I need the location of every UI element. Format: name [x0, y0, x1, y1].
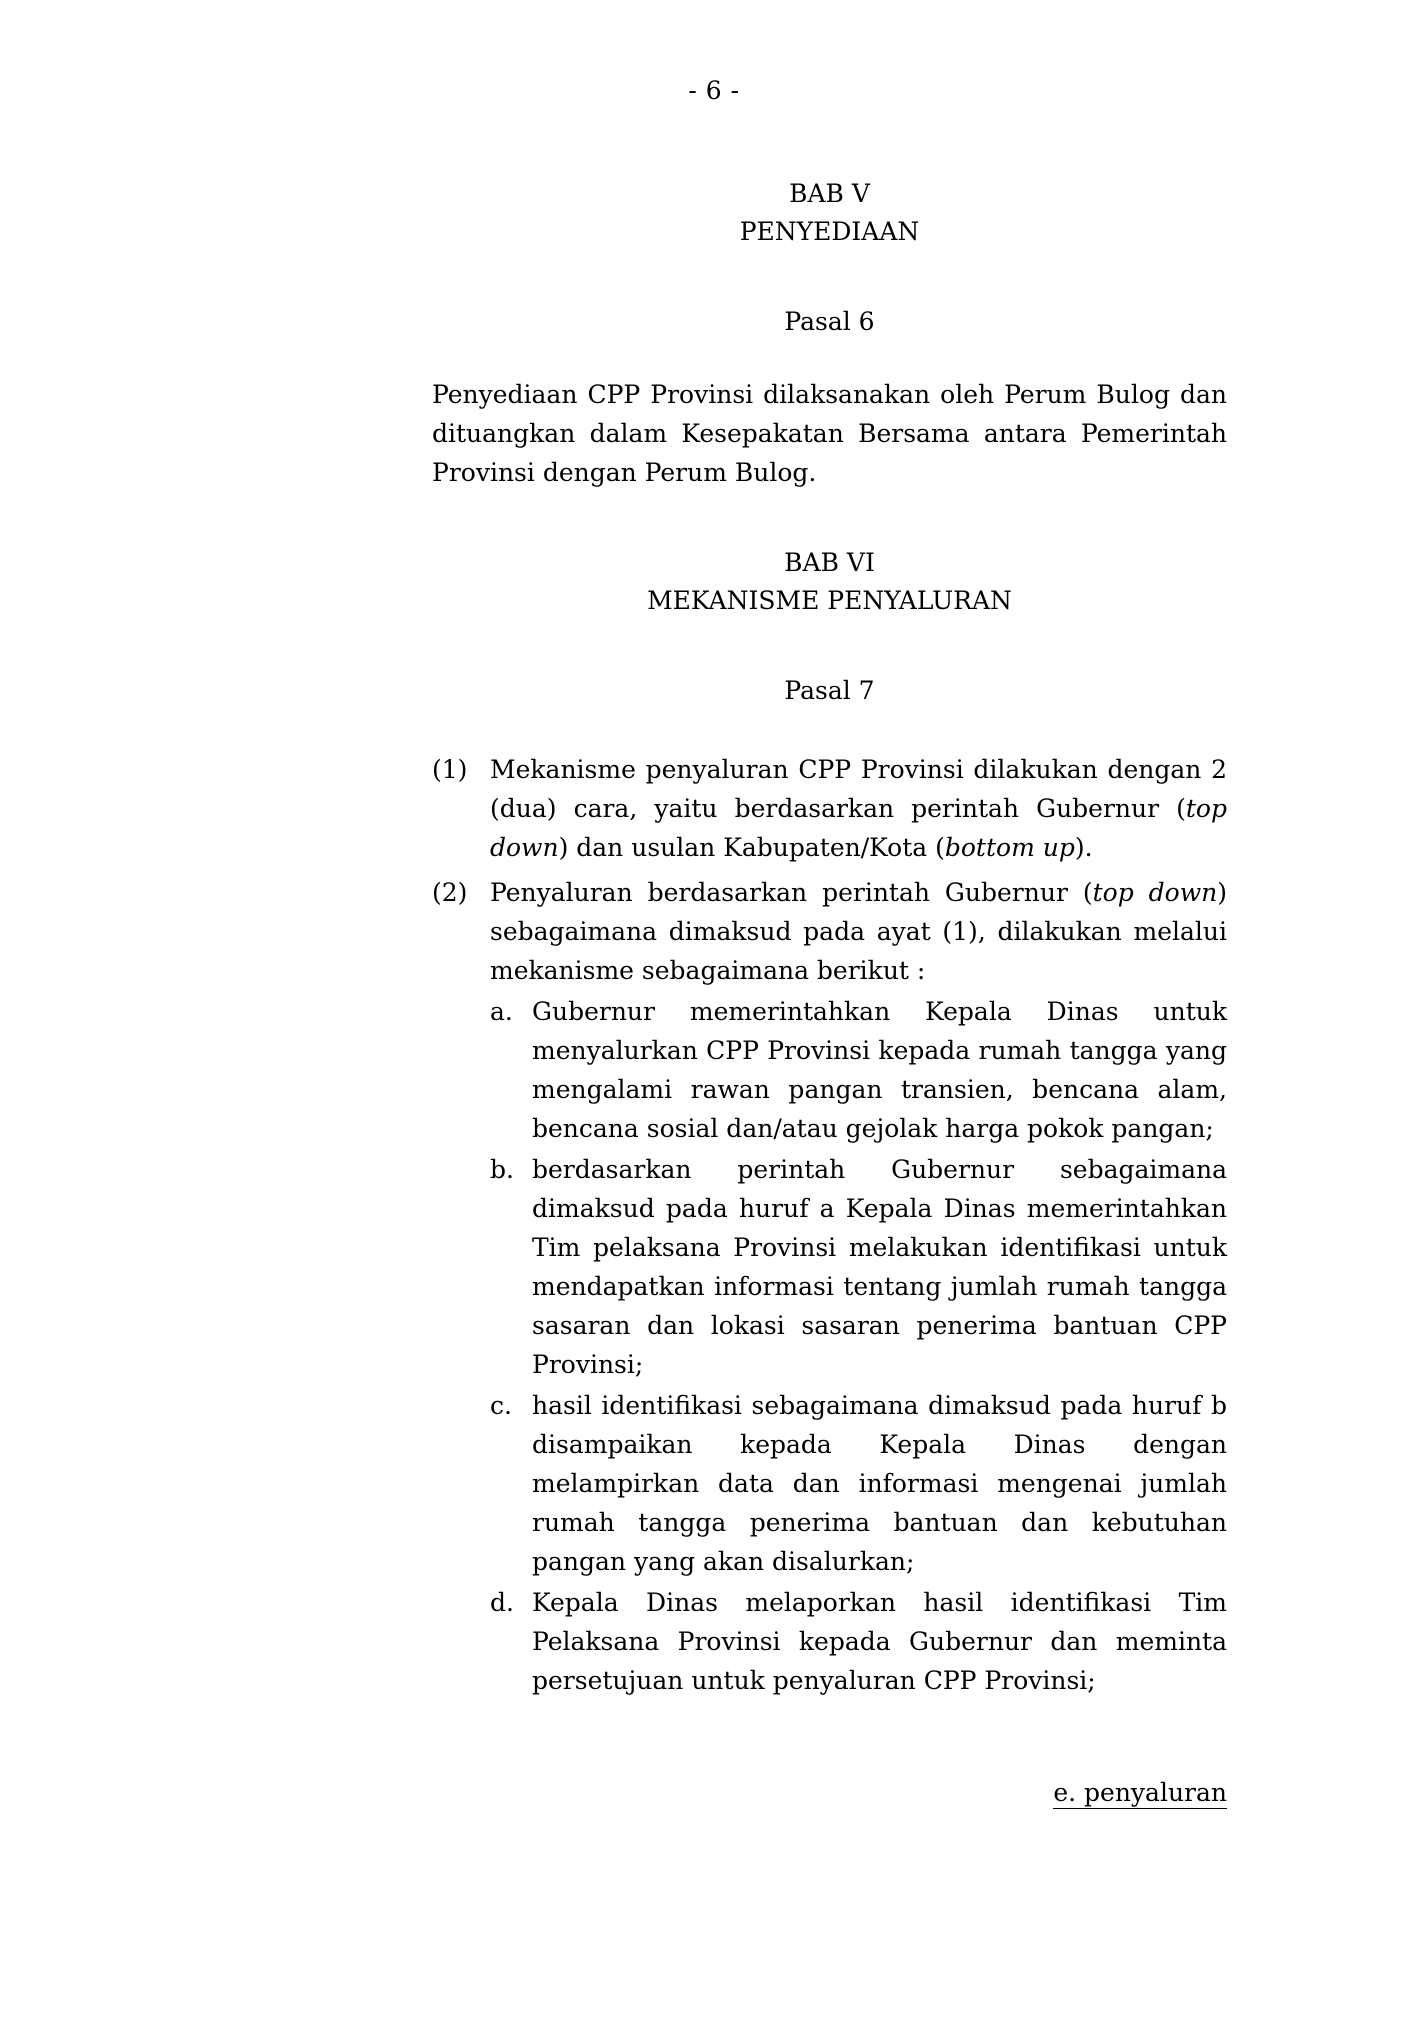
chapter-heading-bab-v: BAB V	[789, 179, 870, 208]
page-number: - 6 -	[688, 76, 740, 105]
list-item	[490, 1386, 1227, 1581]
list-item-text: Kepala Dinas melaporkan hasil identifikasi Tim Pelaksana Provinsi kepada Gubernur dan meminta persetujuan untuk penyaluran CPP Provinsi;	[532, 1588, 1227, 1695]
spacer	[432, 620, 1227, 672]
list-item	[490, 1150, 1227, 1384]
spacer	[432, 710, 1227, 744]
paragraph-pasal-6: Penyediaan CPP Provinsi dilaksanakan oleh Perum Bulog dan dituangkan dalam Kesepakatan Bersama antara Pemerintah Provinsi dengan Perum Bulog.	[432, 380, 1227, 487]
clause-1	[432, 750, 1227, 867]
article-label-pasal-7: Pasal 7	[784, 676, 875, 705]
list-item-marker: d.	[490, 1588, 514, 1617]
document-body	[432, 175, 1227, 1807]
catchword-text: e. penyaluran	[1053, 1778, 1227, 1807]
list-item-text: hasil identifikasi sebagaimana dimaksud pada huruf b disampaikan kepada Kepala Dinas dengan melampirkan data dan informasi mengenai jumlah rumah tangga penerima bantuan dan kebutuhan pangan yang akan disalurkan;	[532, 1391, 1227, 1576]
catchword	[432, 1778, 1227, 1807]
list-item-marker: b.	[490, 1155, 514, 1184]
article-label-pasal-6: Pasal 6	[784, 307, 875, 336]
list-item	[490, 992, 1227, 1148]
clause-marker: (1)	[432, 755, 468, 784]
list-item-text: berdasarkan perintah Gubernur sebagaimana dimaksud pada huruf a Kepala Dinas memerintahkan Tim pelaksana Provinsi melakukan identifikasi untuk mendapatkan informasi tentang jumlah rumah tangga sasaran dan lokasi sasaran penerima bantuan CPP Provinsi;	[532, 1155, 1227, 1379]
clause-marker: (2)	[432, 878, 468, 907]
clause-2-subitems	[432, 992, 1227, 1700]
list-item-text: Gubernur memerintahkan Kepala Dinas untuk menyalurkan CPP Provinsi kepada rumah tangga yang mengalami rawan pangan transien, bencana alam, bencana sosial dan/atau gejolak harga pokok pangan;	[532, 997, 1227, 1143]
spacer	[432, 492, 1227, 544]
spacer	[432, 251, 1227, 303]
chapter-heading-bab-vi: BAB VI	[784, 548, 875, 577]
list-item-marker: c.	[490, 1391, 512, 1420]
clause-2	[432, 873, 1227, 990]
list-item-marker: a.	[490, 997, 513, 1026]
chapter-title-bab-v: PENYEDIAAN	[739, 217, 920, 246]
clause-text: Mekanisme penyaluran CPP Provinsi dilakukan dengan 2 (dua) cara, yaitu berdasarkan perintah Gubernur (top down) dan usulan Kabupaten/Kota (bottom up).	[490, 755, 1227, 862]
spacer	[432, 341, 1227, 375]
chapter-title-bab-vi: MEKANISME PENYALURAN	[647, 586, 1012, 615]
list-item	[490, 1583, 1227, 1700]
clause-text: Penyaluran berdasarkan perintah Gubernur (top down) sebagaimana dimaksud pada ayat (1), dilakukan melalui mekanisme sebagaimana berikut :	[490, 878, 1227, 985]
